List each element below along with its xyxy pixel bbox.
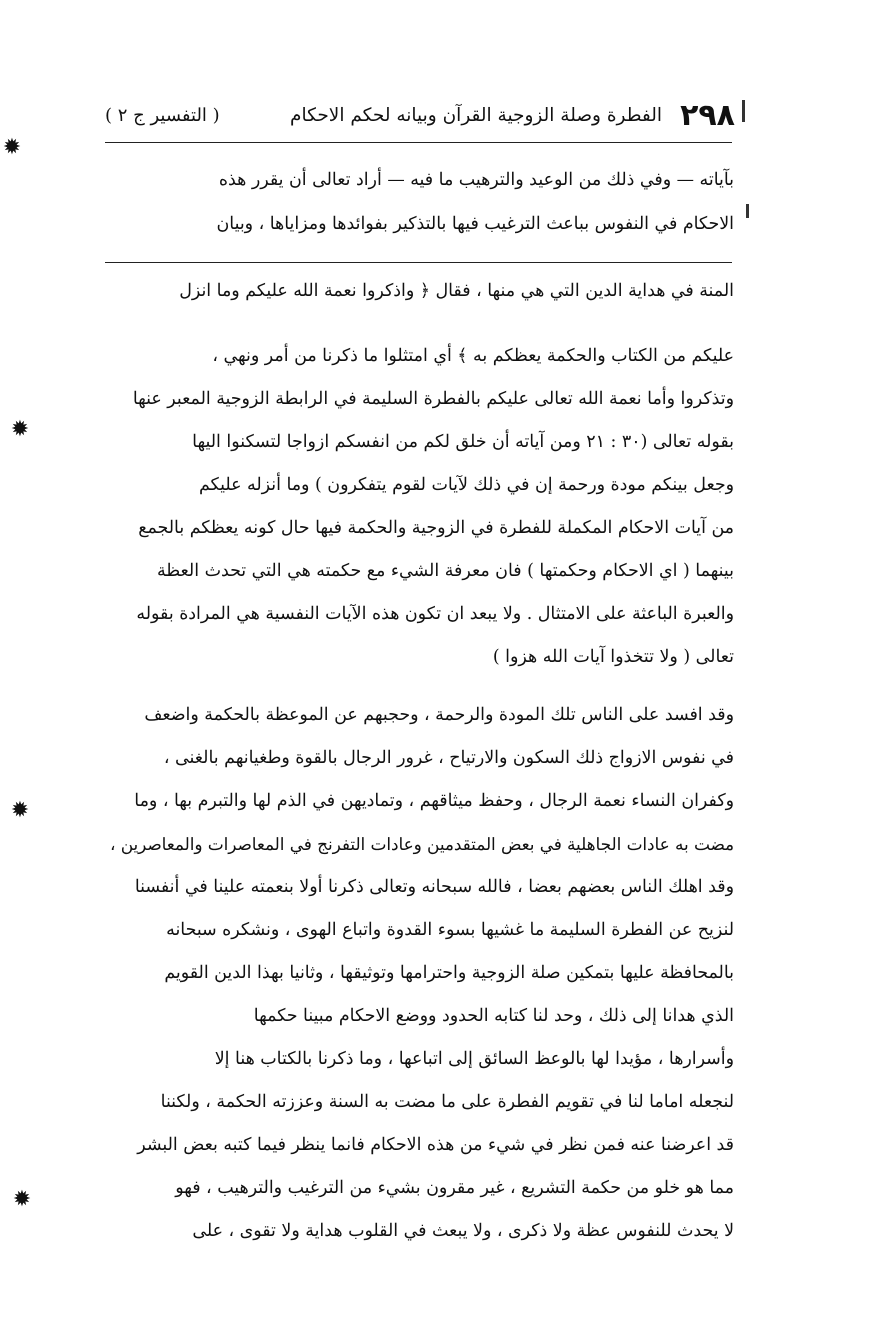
- binding-hole-icon: [12, 1190, 32, 1210]
- text-line: مضت به عادات الجاهلية في بعض المتقدمين وعادات التفرنج في المعاصرات والمعاصرين ،: [109, 834, 734, 854]
- text-line: بالمحافظة عليها بتمكين صلة الزوجية واحترامها وتوثيقها ، وثانيا بهذا الدين القويم: [164, 963, 734, 983]
- page-number: ٢٩٨: [680, 97, 735, 133]
- text-line: بينهما ( اي الاحكام وحكمتها ) فان معرفة الشيء مع حكمته هي التي تحدث العظة: [156, 561, 734, 581]
- binding-hole-icon: [10, 801, 30, 821]
- text-line: قد اعرضنا عنه فمن نظر في شيء من هذه الاحكام فانما ينظر فيما كتبه بعض البشر: [137, 1135, 734, 1155]
- text-line: لنزيح عن الفطرة السليمة ما غشيها بسوء القدوة واتباع الهوى ، ونشكره سبحانه: [166, 920, 734, 940]
- text-line: في نفوس الازواج ذلك السكون والارتياح ، غرور الرجال بالقوة وطغيانهم بالغنى ،: [163, 748, 734, 768]
- text-line: وقد اهلك الناس بعضهم بعضا ، فالله سبحانه وتعالى ذكرنا أولا بنعمته علينا في أنفسنا: [134, 877, 734, 897]
- page-header: [105, 92, 735, 138]
- text-line: وجعل بينكم مودة ورحمة إن في ذلك لآيات لقوم يتفكرون ) وما أنزله عليكم: [198, 475, 734, 495]
- text-line: وقد افسد على الناس تلك المودة والرحمة ، وحجبهم عن الموعظة بالحكمة واضعف: [144, 705, 734, 725]
- text-line: تعالى ( ولا تتخذوا آيات الله هزوا ): [492, 647, 734, 667]
- binding-hole-icon: [10, 420, 30, 440]
- text-line: وكفران النساء نعمة الرجال ، وحفظ ميثاقهم ، وتماديهن في الذم لها والتبرم بها ، وما: [134, 791, 734, 811]
- binding-hole-icon: [2, 138, 22, 158]
- text-line: لنجعله اماما لنا في تقويم الفطرة على ما مضت به السنة وعززته الحكمة ، ولكننا: [160, 1092, 734, 1112]
- section-rule: [105, 262, 732, 263]
- scan-mark: [742, 100, 745, 122]
- text-line: وأسرارها ، مؤيدا لها بالوعظ السائق إلى اتباعها ، وما ذكرنا بالكتاب هنا إلا: [214, 1049, 734, 1069]
- text-line: بقوله تعالى (٣٠ : ٢١ ومن آياته أن خلق لكم من انفسكم ازواجا لتسكنوا اليها: [192, 432, 734, 452]
- running-title: الفطرة وصلة الزوجية القرآن وبيانه لحكم الاحكام: [290, 104, 663, 126]
- text-line: من آيات الاحكام المكملة للفطرة في الزوجية والحكمة فيها حال كونه يعظكم بالجمع: [138, 518, 734, 538]
- text-line: الاحكام في النفوس بباعث الترغيب فيها بالتذكير بفوائدها ومزاياها ، وبيان: [216, 214, 734, 234]
- text-line: بآياته — وفي ذلك من الوعيد والترهيب ما فيه — أراد تعالى أن يقرر هذه: [218, 170, 734, 190]
- volume-label: ( التفسير ج ٢ ): [105, 104, 220, 126]
- text-line: لا يحدث للنفوس عظة ولا ذكرى ، ولا يبعث في القلوب هداية ولا تقوى ، على: [192, 1221, 734, 1241]
- scan-mark: [746, 204, 749, 218]
- text-line: عليكم من الكتاب والحكمة يعظكم به ﴾ أي امتثلوا ما ذكرنا من أمر ونهي ،: [212, 346, 734, 366]
- text-line: والعبرة الباعثة على الامتثال . ولا يبعد ان تكون هذه الآيات النفسية هي المرادة بقوله: [136, 604, 734, 624]
- text-line: مما هو خلو من حكمة التشريع ، غير مقرون بشيء من الترغيب والترهيب ، فهو: [175, 1178, 734, 1198]
- text-line: الذي هدانا إلى ذلك ، وحد لنا كتابه الحدود ووضع الاحكام مبينا حكمها: [253, 1006, 734, 1026]
- header-rule: [105, 142, 732, 143]
- text-line: وتذكروا وأما نعمة الله تعالى عليكم بالفطرة السليمة في الرابطة الزوجية المعبر عنها: [132, 389, 734, 409]
- text-line: المنة في هداية الدين التي هي منها ، فقال ﴿ واذكروا نعمة الله عليكم وما انزل: [179, 281, 734, 301]
